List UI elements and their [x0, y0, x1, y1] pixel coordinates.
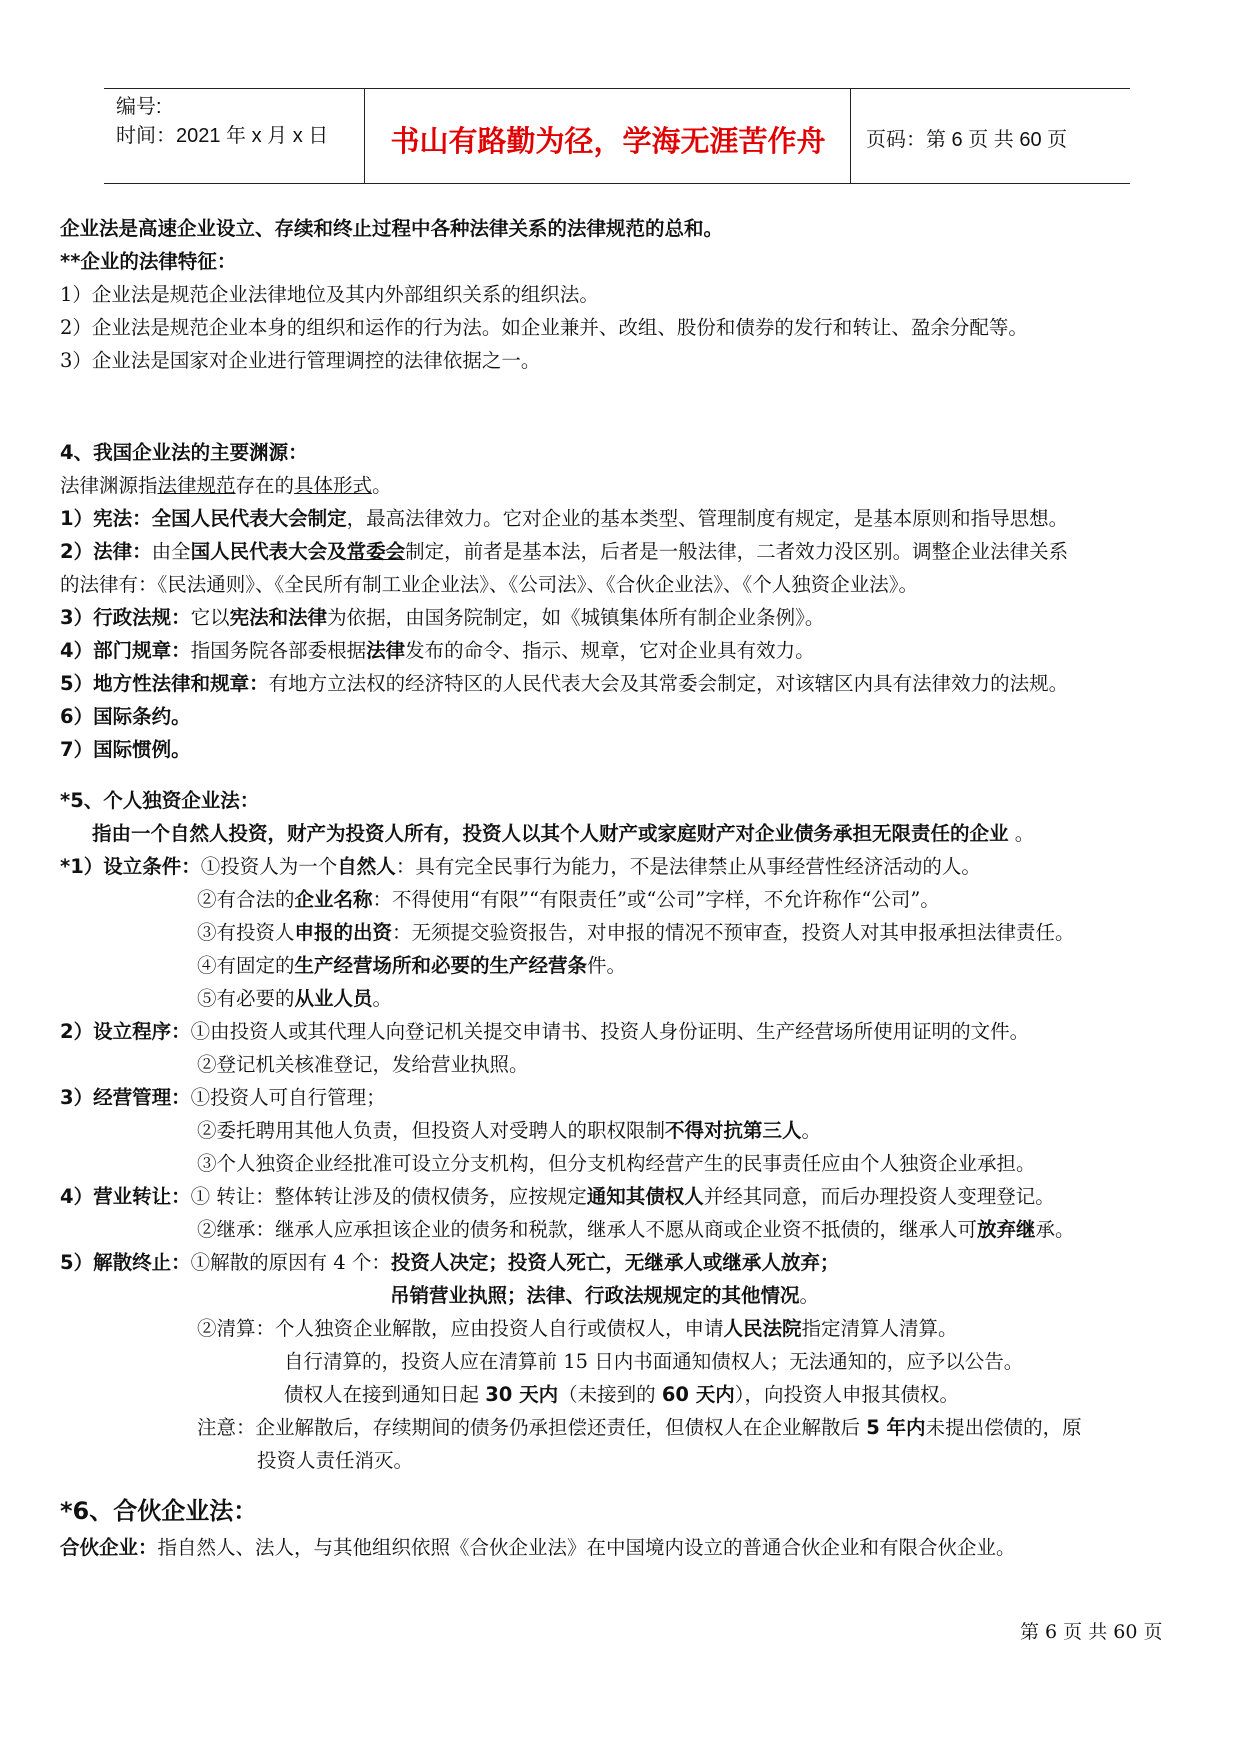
- paragraph: 合伙企业：指自然人、法人，与其他组织依照《合伙企业法》在中国境内设立的普通合伙企业和有限合伙企业。: [60, 1536, 1016, 1559]
- paragraph: 企业法是高速企业设立、存续和终止过程中各种法律关系的法律规范的总和。: [60, 217, 724, 240]
- list-item: 吊销营业执照；法律、行政法规规定的其他情况。: [390, 1284, 820, 1307]
- header-divider: [850, 89, 851, 183]
- section-heading: *5、个人独资企业法：: [60, 789, 260, 812]
- list-item: 2）法律：由全国人民代表大会及常委会制定，前者是基本法，后者是一般法律，二者效力没区别。调整企业法律关系: [60, 540, 1069, 563]
- list-item: 5）地方性法律和规章：有地方立法权的经济特区的人民代表大会及其常委会制定，对该辖区内具有法律效力的法规。: [60, 672, 1069, 695]
- section-heading: 4、我国企业法的主要渊源：: [60, 441, 308, 464]
- list-item: 2）设立程序：①由投资人或其代理人向登记机关提交申请书、投资人身份证明、生产经营场所使用证明的文件。: [60, 1020, 1030, 1043]
- definition: 指由一个自然人投资，财产为投资人所有，投资人以其个人财产或家庭财产对企业债务承担无限责任的企业 。: [92, 822, 1035, 845]
- list-item: 5）解散终止：①解散的原因有 4 个：投资人决定；投资人死亡，无继承人或继承人放弃；: [60, 1251, 840, 1274]
- list-item: ⑤有必要的从业人员。: [197, 987, 393, 1010]
- header-motto: 书山有路勤为径，学海无涯苦作舟: [390, 124, 826, 158]
- note: 注意：企业解散后，存续期间的债务仍承担偿还责任，但债权人在企业解散后 5 年内未提出偿债的，原: [197, 1416, 1082, 1439]
- list-item: 4）营业转让：① 转让：整体转让涉及的债权债务，应按规定通知其债权人并经其同意，而后办理投资人变理登记。: [60, 1185, 1055, 1208]
- header-meta: [116, 93, 328, 151]
- list-item: ③有投资人申报的出资：无须提交验资报告，对申报的情况不预审查，投资人对其申报承担法律责任。: [197, 921, 1075, 944]
- header-page-info: 页码：第 6 页 共 60 页: [866, 129, 1068, 151]
- section-heading: *6、合伙企业法：: [60, 1497, 258, 1525]
- list-item: 自行清算的，投资人应在清算前 15 日内书面通知债权人；无法通知的，应予以公告。: [284, 1350, 1024, 1373]
- header-divider: [364, 89, 365, 183]
- number-label: 编号:: [116, 96, 162, 118]
- list-item: ②委托聘用其他人负责，但投资人对受聘人的职权限制不得对抗第三人。: [197, 1119, 822, 1142]
- note: 投资人责任消灭。: [257, 1449, 414, 1472]
- list-item: 7）国际惯例。: [60, 738, 191, 761]
- list-item: 债权人在接到通知日起 30 天内（未接到的 60 天内），向投资人申报其债权。: [284, 1383, 960, 1406]
- page-footer: 第 6 页 共 60 页: [1020, 1621, 1163, 1643]
- list-item: *1）设立条件：①投资人为一个自然人：具有完全民事行为能力，不是法律禁止从事经营性经济活动的人。: [60, 855, 981, 878]
- list-item: ②继承：继承人应承担该企业的债务和税款，继承人不愿从商或企业资不抵债的，继承人可放弃继承。: [197, 1218, 1075, 1241]
- document-body: [60, 212, 1190, 1564]
- subheading: **企业的法律特征：: [60, 250, 237, 273]
- list-item: 6）国际条约。: [60, 705, 191, 728]
- list-item: ④有固定的生产经营场所和必要的生产经营条件。: [197, 954, 627, 977]
- list-item: 2）企业法是规范企业本身的组织和运作的行为法。如企业兼并、改组、股份和债券的发行和转让、盈余分配等。: [60, 316, 1028, 339]
- list-item: 3）行政法规：它以宪法和法律为依据，由国务院制定，如《城镇集体所有制企业条例》。: [60, 606, 825, 629]
- list-item: 1）企业法是规范企业法律地位及其内外部组织关系的组织法。: [60, 283, 599, 306]
- time-text: 时间：2021 年 x 月 x 日: [116, 125, 329, 147]
- page-header: [104, 88, 1130, 184]
- list-item: ②清算：个人独资企业解散，应由投资人自行或债权人，申请人民法院指定清算人清算。: [197, 1317, 958, 1340]
- list-item: ②登记机关核准登记，发给营业执照。: [197, 1053, 529, 1076]
- list-item: 3）企业法是国家对企业进行管理调控的法律依据之一。: [60, 349, 541, 372]
- list-item: 的法律有：《民法通则》、《全民所有制工业企业法》、《公司法》、《合伙企业法》、《个人独资企业法》。: [60, 573, 919, 596]
- list-item: 3）经营管理：①投资人可自行管理；: [60, 1086, 386, 1109]
- list-item: 4）部门规章：指国务院各部委根据法律发布的命令、指示、规章，它对企业具有效力。: [60, 639, 815, 662]
- paragraph: 法律渊源指法律规范存在的具体形式。: [60, 474, 392, 497]
- list-item: 1）宪法：全国人民代表大会制定，最高法律效力。它对企业的基本类型、管理制度有规定，是基本原则和指导思想。: [60, 507, 1069, 530]
- list-item: ②有合法的企业名称：不得使用“有限”“有限责任”或“公司”字样，不允许称作“公司”。: [197, 888, 940, 911]
- list-item: ③个人独资企业经批准可设立分支机构，但分支机构经营产生的民事责任应由个人独资企业承担。: [197, 1152, 1036, 1175]
